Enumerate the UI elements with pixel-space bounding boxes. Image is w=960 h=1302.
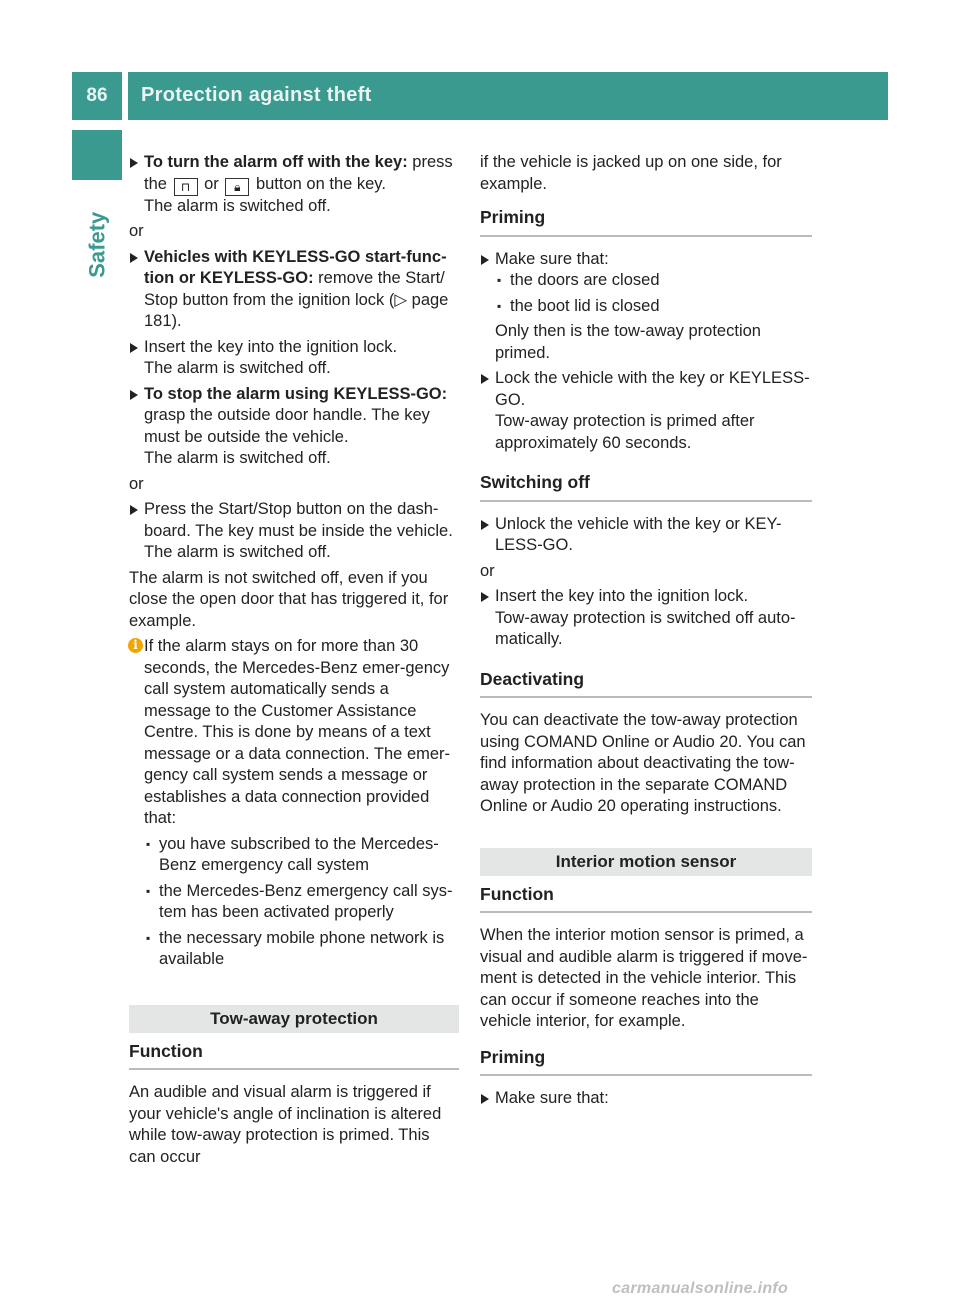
paragraph: You can deactivate the tow-away protection using COMAND Online or Audio 20. You can find information about deactivating the tow-away protection in the separate COMAND Online or Audio 20 operating instructions. <box>480 711 806 815</box>
subheading: Function <box>480 876 812 914</box>
step-result: Tow-away protection is switched off auto-matically. <box>495 608 796 648</box>
left-column <box>129 152 459 1172</box>
list-item: ▪ the doors are closed <box>495 270 812 292</box>
page-number: 86 <box>72 72 122 120</box>
paragraph: The alarm is not switched off, even if you close the open door that has triggered it, for example. <box>129 568 449 630</box>
subheading: Function <box>129 1033 459 1071</box>
step-turn-off-with-key: To turn the alarm off with the key: press the ⊓ or 🔒︎ button on the key. The alarm is switched off. <box>129 152 459 217</box>
step-result: Tow-away protection is primed after approximately 60 seconds. <box>495 412 755 452</box>
subheading: Priming <box>480 199 812 237</box>
step-result: The alarm is switched off. <box>144 359 331 377</box>
or-separator: or <box>129 222 144 240</box>
step-insert-key: Insert the key into the ignition lock. The alarm is switched off. <box>129 337 459 380</box>
section-marker <box>72 130 122 180</box>
watermark: carmanualsonline.info <box>612 1280 789 1297</box>
section-label: Safety <box>84 211 110 279</box>
step-result: The alarm is switched off. <box>144 543 331 561</box>
section-tab <box>72 185 122 305</box>
section-heading: Tow-away protection <box>129 1005 459 1033</box>
subheading: Deactivating <box>480 661 812 699</box>
or-separator: or <box>129 474 144 493</box>
paragraph: When the interior motion sensor is primed, a visual and audible alarm is triggered if move-ment is detected in the vehicle interior. This can occur if someone reaches into the vehicle interior, for example. <box>480 926 808 1030</box>
step-result: The alarm is switched off. <box>144 196 331 215</box>
step-unlock-vehicle: Unlock the vehicle with the key or KEY-LESS-GO. <box>480 514 812 557</box>
info-note: i If the alarm stays on for more than 30 seconds, the Mercedes-Benz emer-gency call system automatically sends a message to the Customer Assistance Centre. This is done by means of a text message or a data connection. The emer-gency call system sends a message or establishes a data connection provided that: ▪ you have subscribed to the Mercedes-Benz emergency call system ▪ the Mercedes-Benz emergency call sys-tem has been activated properly ▪ the necessary mobile phone network is available <box>129 636 459 971</box>
step-title: To turn the alarm off with the key: <box>144 153 408 171</box>
step-stop-keyless-go: To stop the alarm using KEYLESS-GO: grasp the outside door handle. The key must be outside the vehicle. The alarm is switched off. <box>129 384 459 470</box>
step-make-sure: Make sure that: ▪ the doors are closed ▪ the boot lid is closed Only then is the tow-away protection primed. <box>480 249 812 365</box>
list-item: ▪ the necessary mobile phone network is available <box>144 928 459 971</box>
section-heading: Interior motion sensor <box>480 848 812 876</box>
step-result: The alarm is switched off. <box>144 449 331 467</box>
step-lock-vehicle: Lock the vehicle with the key or KEYLESS-GO. Tow-away protection is primed after approximately 60 seconds. <box>480 368 812 454</box>
page-title: Protection against theft <box>128 72 888 120</box>
list-item: ▪ the boot lid is closed <box>495 296 812 318</box>
subheading: Switching off <box>480 464 812 502</box>
right-column <box>480 152 812 1114</box>
subheading: Priming <box>480 1039 812 1077</box>
list-item: ▪ you have subscribed to the Mercedes-Benz emergency call system <box>144 834 459 877</box>
info-icon: i <box>128 638 143 653</box>
or-separator: or <box>480 561 495 580</box>
step-press-start-stop: Press the Start/Stop button on the dash-board. The key must be inside the vehicle. The alarm is switched off. <box>129 499 459 564</box>
step-keyless-go-remove: Vehicles with KEYLESS-GO start-func-tion or KEYLESS-GO: remove the Start/ Stop button from the ignition lock (▷ page 181). <box>129 247 459 333</box>
list-item: ▪ the Mercedes-Benz emergency call sys-tem has been activated properly <box>144 881 459 924</box>
paragraph: An audible and visual alarm is triggered if your vehicle's angle of inclination is altered while tow-away protection is primed. This can occur <box>129 1083 442 1166</box>
lock-icon: 🔒︎ <box>225 178 249 196</box>
step-make-sure: Make sure that: <box>480 1088 812 1110</box>
step-insert-key: Insert the key into the ignition lock. Tow-away protection is switched off auto-matically. <box>480 586 812 651</box>
paragraph: if the vehicle is jacked up on one side, for example. <box>480 153 782 193</box>
unlock-icon: ⊓ <box>174 178 198 196</box>
